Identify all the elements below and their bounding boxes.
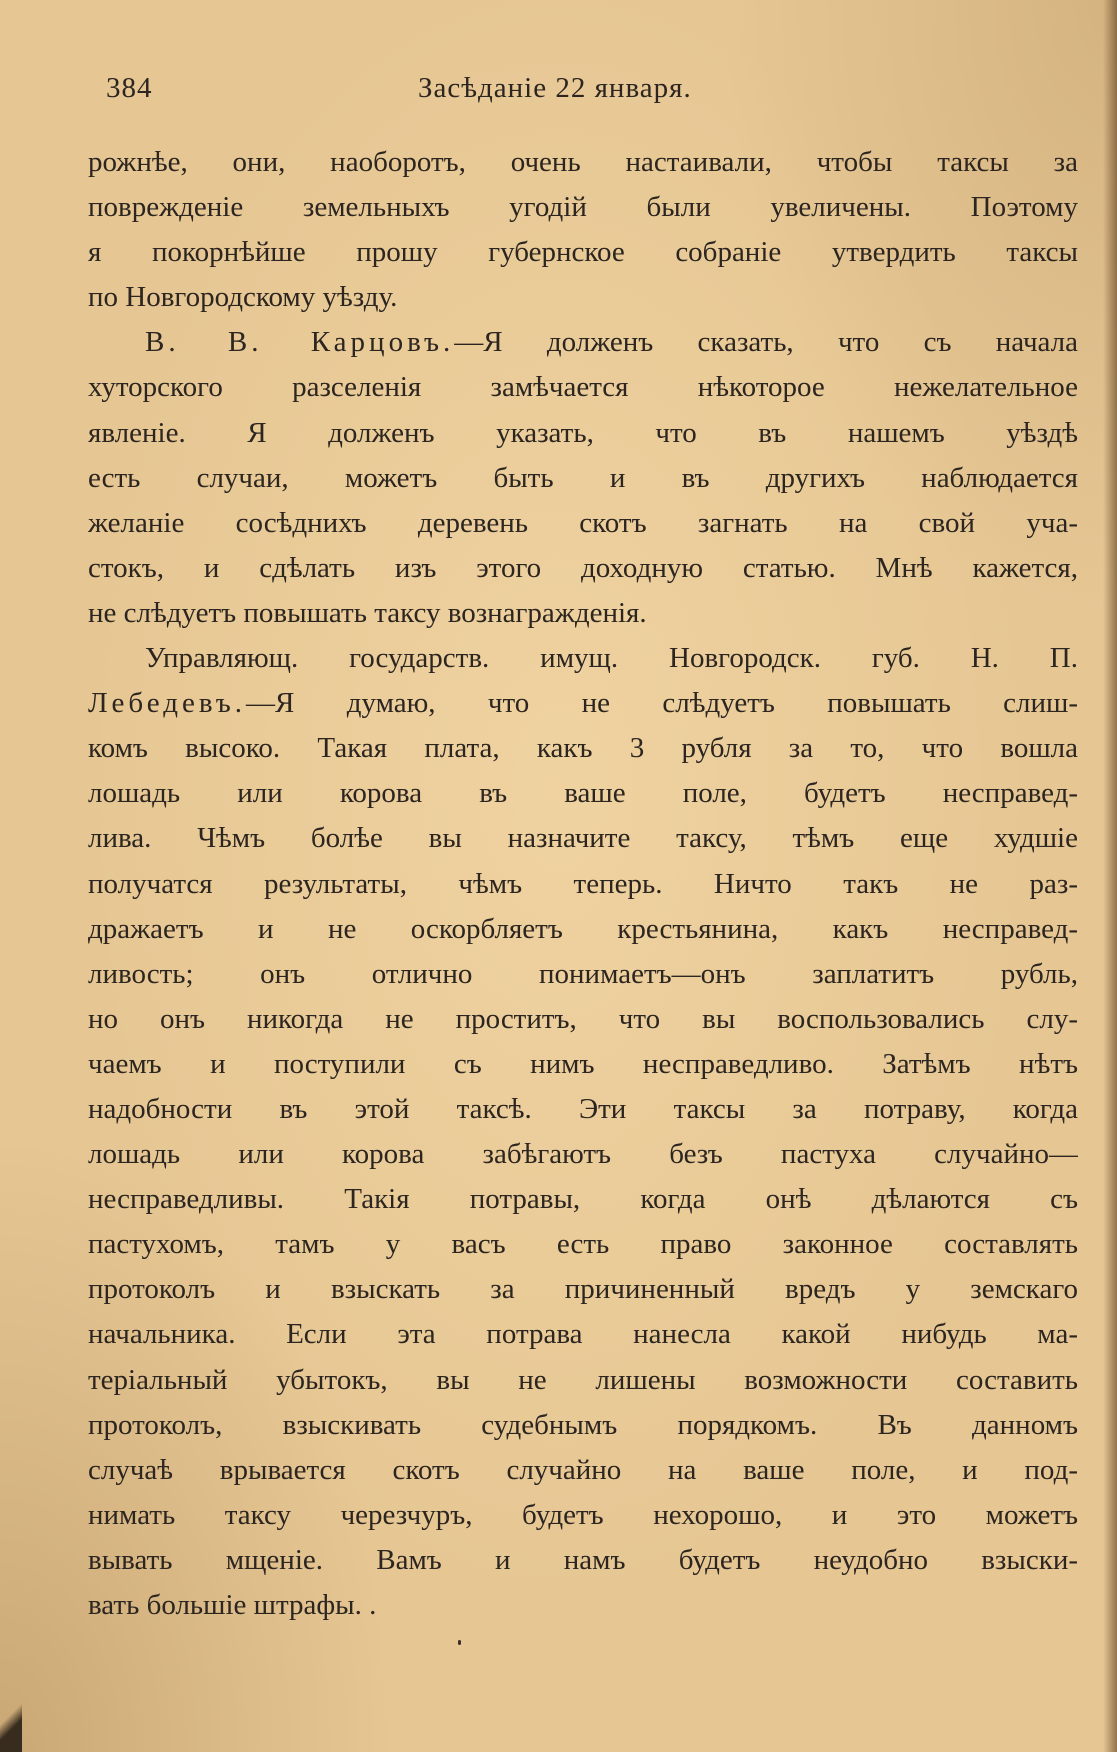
text-line: лошадь или корова забѣгаютъ безъ пастуха случайно— bbox=[88, 1138, 1078, 1171]
text-line: по Новгородскому уѣзду. bbox=[88, 281, 398, 314]
body-text bbox=[88, 140, 1078, 1628]
text-line: протоколъ, взыскивать судебнымъ порядкомъ. Въ данномъ bbox=[88, 1408, 1078, 1441]
speaker-title: Управляющ. государств. имущ. Новгородск. губ. Н. П. bbox=[145, 642, 1078, 675]
text-line: стокъ, и сдѣлать изъ этого доходную статью. Мнѣ кажется, bbox=[88, 551, 1078, 584]
text-line: я покорнѣйше прошу губернское собраніе утвердить таксы bbox=[88, 236, 1078, 269]
text-line: вать большіе штрафы. . bbox=[88, 1589, 377, 1621]
text-line: пастухомъ, тамъ у васъ есть право законное составлять bbox=[88, 1228, 1078, 1261]
text-line: протоколъ и взыскать за причиненный вредъ у земскаго bbox=[88, 1273, 1078, 1306]
text-line: не слѣдуетъ повышать таксу вознагражденія. bbox=[88, 596, 647, 629]
text-line: нимать таксу черезчуръ, будетъ нехорошо, и это можетъ bbox=[88, 1498, 1078, 1531]
text-line: вывать мщеніе. Вамъ и намъ будетъ неудобно взыски- bbox=[88, 1543, 1078, 1576]
text-line: явленіе. Я долженъ указать, что въ нашемъ уѣздѣ bbox=[88, 416, 1078, 449]
text-line: поврежденіе земельныхъ угодій были увеличены. Поэтому bbox=[88, 191, 1078, 224]
speech-text: —Я долженъ сказать, что съ начала bbox=[454, 326, 1078, 359]
text-line: случаѣ врывается скотъ случайно на ваше поле, и под- bbox=[88, 1453, 1078, 1486]
text-line: получатся результаты, чѣмъ теперь. Ничто такъ не раз- bbox=[88, 867, 1078, 900]
page-corner-shadow bbox=[0, 1692, 22, 1752]
speaker-name: В. В. Карцовъ. bbox=[145, 326, 455, 359]
running-head: Засѣданіе 22 января. bbox=[418, 72, 692, 104]
text-line: несправедливы. Такія потравы, когда онѣ дѣлаются съ bbox=[88, 1183, 1078, 1216]
page-number: 384 bbox=[106, 72, 153, 104]
text-line: есть случаи, можетъ быть и въ другихъ наблюдается bbox=[88, 461, 1078, 494]
page-header bbox=[0, 72, 1117, 112]
speech-first-line bbox=[88, 320, 1078, 365]
text-line: дражаетъ и не оскорбляетъ крестьянина, какъ несправед- bbox=[88, 912, 1078, 945]
text-line: надобности въ этой таксѣ. Эти таксы за потраву, когда bbox=[88, 1092, 1078, 1125]
speech-first-line bbox=[88, 681, 1078, 726]
ink-speck bbox=[458, 1640, 461, 1645]
text-line: чаемъ и поступили съ нимъ несправедливо. Затѣмъ нѣтъ bbox=[88, 1047, 1078, 1080]
text-line: теріальный убытокъ, вы не лишены возможности составить bbox=[88, 1363, 1078, 1396]
text-line: но онъ никогда не проститъ, что вы воспользовались слу- bbox=[88, 1002, 1078, 1035]
text-line: лива. Чѣмъ болѣе вы назначите таксу, тѣмъ еще худшіе bbox=[88, 822, 1078, 855]
text-line: хуторского разселенія замѣчается нѣкоторое нежелательное bbox=[88, 371, 1078, 404]
text-line: ливость; онъ отлично понимаетъ—онъ заплатитъ рубль, bbox=[88, 957, 1078, 990]
text-line: комъ высоко. Такая плата, какъ 3 рубля за то, что вошла bbox=[88, 732, 1078, 765]
page-spine-shadow bbox=[1103, 0, 1117, 1752]
speaker-name: Лебедевъ. bbox=[88, 687, 247, 720]
text-line: желаніе сосѣднихъ деревень скотъ загнать на свой уча- bbox=[88, 506, 1078, 539]
text-line: рожнѣе, они, наоборотъ, очень настаивали, чтобы таксы за bbox=[88, 146, 1078, 178]
text-line: начальника. Если эта потрава нанесла какой нибудь ма- bbox=[88, 1318, 1078, 1351]
speech-text: —Я думаю, что не слѣдуетъ повышать слиш- bbox=[246, 687, 1078, 720]
text-line: лошадь или корова въ ваше поле, будетъ несправед- bbox=[88, 777, 1078, 810]
